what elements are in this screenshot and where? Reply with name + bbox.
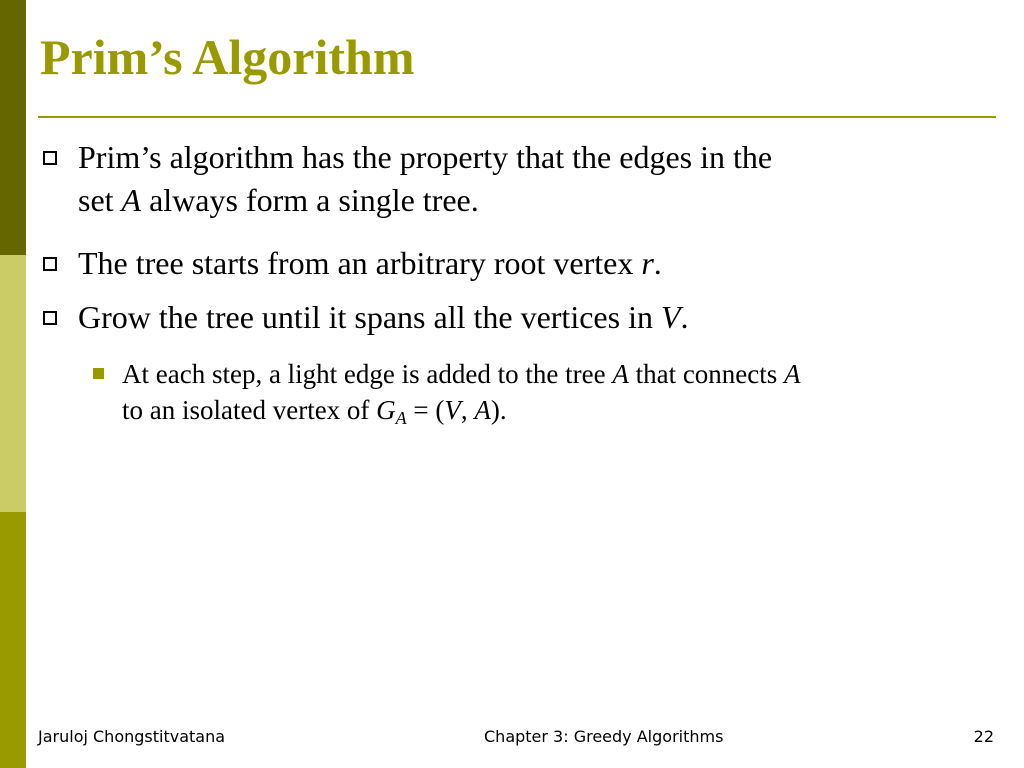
variable-a: A [121,182,142,218]
comma: , [460,395,475,425]
slide-title: Prim’s Algorithm [40,29,415,85]
footer-page-number: 22 [973,727,994,746]
sidebar-decoration [0,0,26,768]
sub-bullet-line-2 [122,392,1002,436]
filled-square-bullet-icon [93,368,104,379]
hollow-square-bullet-icon [43,257,57,271]
variable-r: r [641,245,654,281]
sub-line-1-pre: At each step, a light edge is added to the tree [122,359,613,389]
variable-a: A [612,359,629,389]
equals-paren: = ( [406,395,445,425]
bullet-2-post: . [653,245,662,281]
hollow-square-bullet-icon [43,151,57,165]
bullet-1-line-1: Prim’s algorithm has the property that the edges in the [78,139,773,175]
variable-a: A [474,395,491,425]
variable-a: A [784,359,801,389]
bullet-1-line-2-post: always form a single tree. [141,182,479,218]
footer-author: Jaruloj Chongstitvatana [38,727,226,746]
bullet-2-text [78,242,978,285]
title-divider [38,116,996,118]
close-paren: ). [490,395,507,425]
bullet-1-line-2-pre: set [78,182,122,218]
sub-line-1-mid: that connects [628,359,785,389]
bullet-3-post: . [680,299,689,335]
hollow-square-bullet-icon [43,311,57,325]
bullet-1-text [78,136,978,222]
sub-bullet-text [122,356,1002,436]
sidebar-band-dark [0,0,26,255]
bullet-2-pre: The tree starts from an arbitrary root vertex [78,245,642,281]
sub-line-2-pre: to an isolated vertex of [122,395,377,425]
subscript-a: A [395,408,407,428]
footer-chapter: Chapter 3: Greedy Algorithms [484,727,724,746]
sub-bullet-line-1 [122,356,1002,392]
bullet-3-pre: Grow the tree until it spans all the vertices in [78,299,661,335]
variable-v: V [660,299,681,335]
sidebar-band-light [0,255,26,512]
variable-g: G [376,395,396,425]
bullet-3-text [78,296,978,339]
variable-v: V [444,395,461,425]
sidebar-band-mid [0,512,26,768]
bullet-1-line-2 [78,179,978,222]
